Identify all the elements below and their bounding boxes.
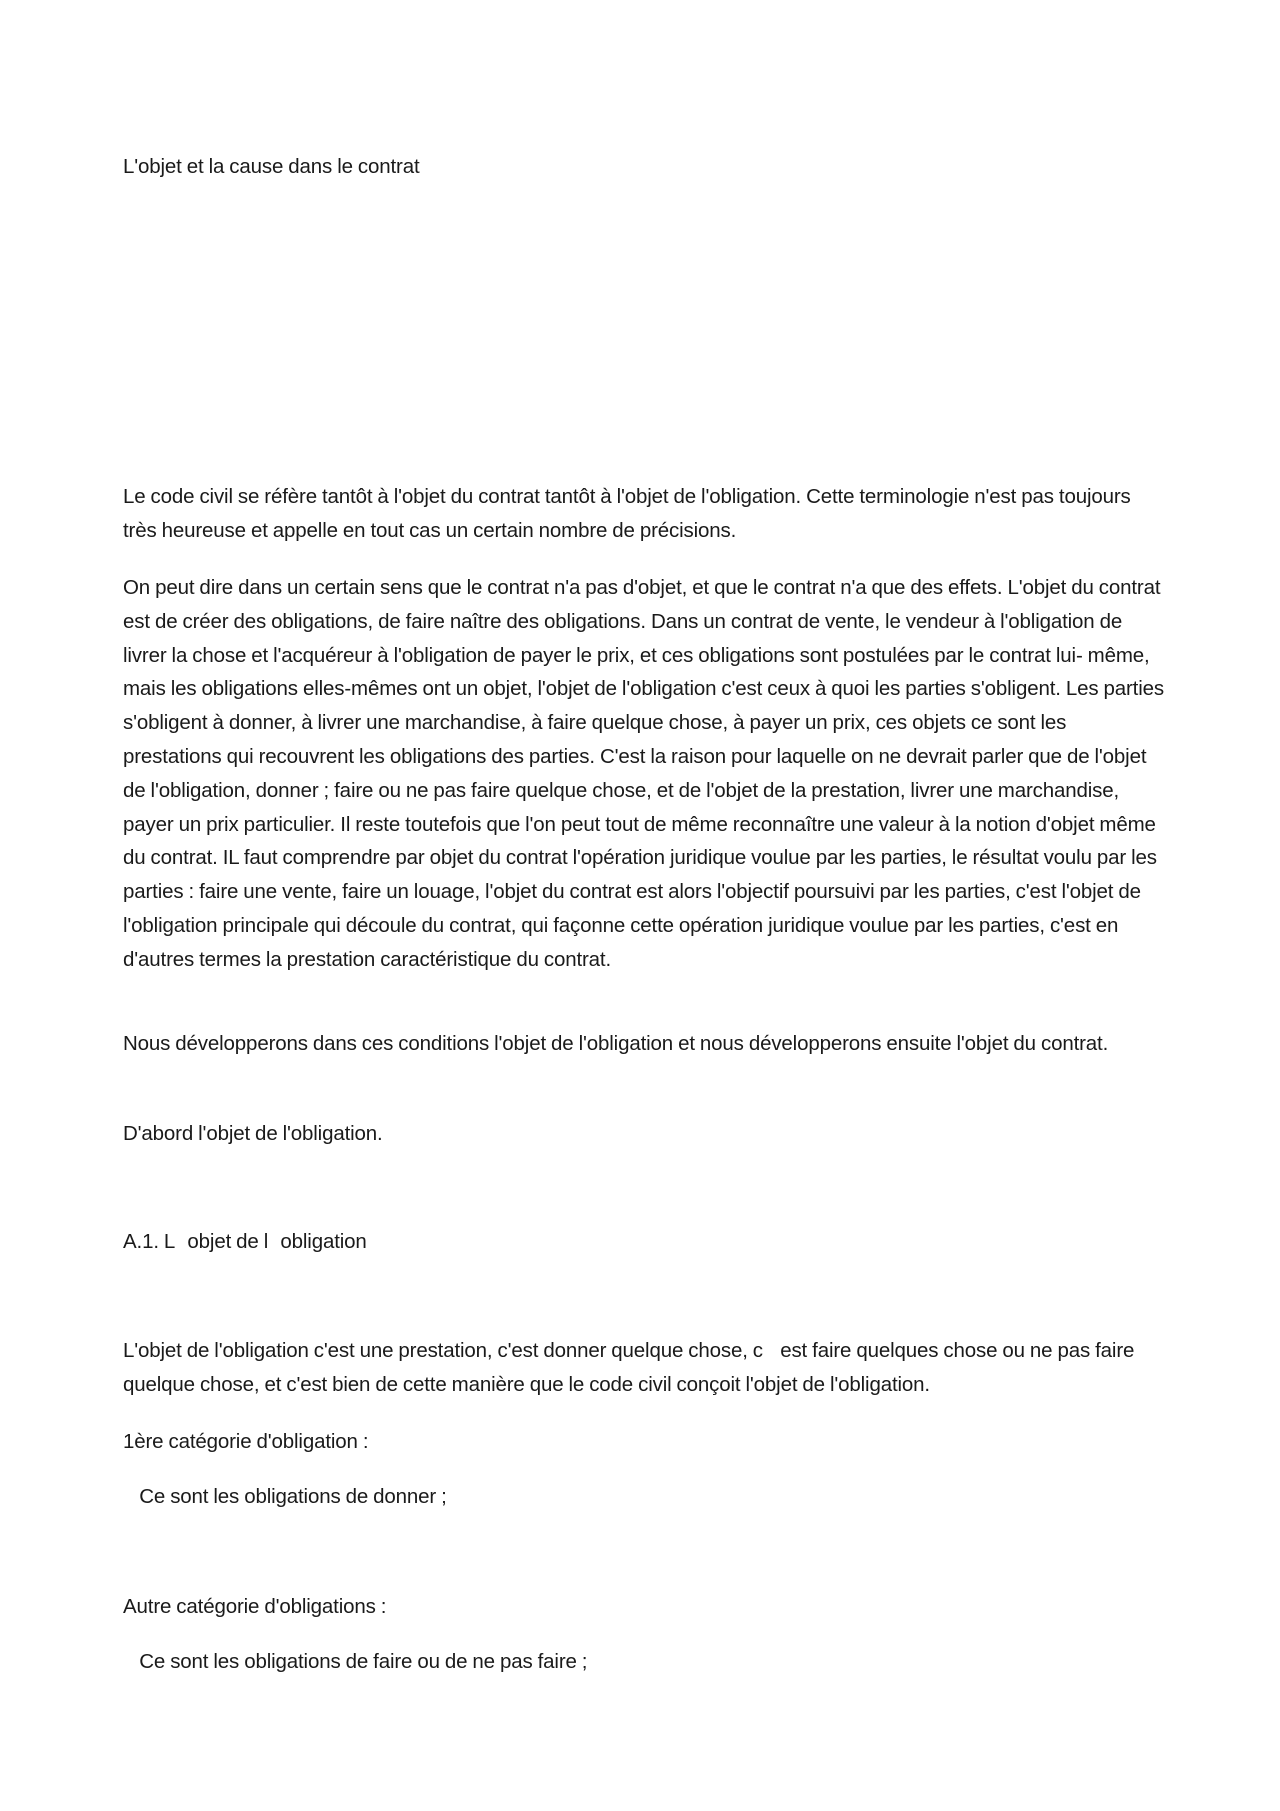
paragraph-plan: Nous développerons dans ces conditions l'objet de l'obligation et nous développerons ensuite l'objet du contrat. <box>123 1032 1109 1055</box>
section-heading: A.1. Lobjet de lobligation <box>123 1230 367 1253</box>
category-first-label: 1ère catégorie d'obligation : <box>123 1430 369 1453</box>
paragraph-object-explanation: On peut dire dans un certain sens que le contrat n'a pas d'objet, et que le contrat n'a que des effets. L'objet du contrat est de créer des obligations, de faire naître des obligations. Dans un contrat de vente, le vendeur à l'obligation de livrer la chose et l'acquéreur à l'obligation de payer le prix, et ces obligations sont postulées par le contrat lui- même, mais les obligations elles-mêmes ont un objet, l'objet de l'obligation c'est ceux à quoi les parties s'obligent. Les parties s'obligent à donner, à livrer une marchandise, à faire quelque chose, à payer un prix, ces objets ce sont les prestations qui recouvrent les obligations des parties. C'est la raison pour laquelle on ne devrait parler que de l'objet de l'obligation, donner ; faire ou ne pas faire quelque chose, et de l'objet de la prestation, livrer une marchandise, payer un prix particulier. Il reste toutefois que l'on peut tout de même reconnaître une valeur à la notion d'objet même du contrat. IL faut comprendre par objet du contrat l'opération juridique voulue par les parties, le résultat voulu par les parties : faire une vente, faire un louage, l'objet du contrat est alors l'objectif poursuivi par les parties, c'est l'objet de l'obligation principale qui découle du contrat, qui façonne cette opération juridique voulue par les parties, c'est en d'autres termes la prestation caractéristique du contrat. <box>123 576 1164 971</box>
paragraph-first-part: D'abord l'objet de l'obligation. <box>123 1122 383 1145</box>
category-other-item: Ce sont les obligations de faire ou de ne pas faire ; <box>123 1650 588 1673</box>
category-first-item: Ce sont les obligations de donner ; <box>123 1485 447 1508</box>
paragraph-prestation: L'objet de l'obligation c'est une prestation, c'est donner quelque chose, c est faire quelques chose ou ne pas faire quelque chose, et c'est bien de cette manière que le code civil conçoit l'objet de l'obligation. <box>123 1339 1135 1396</box>
category-other-label: Autre catégorie d'obligations : <box>123 1595 387 1618</box>
document-title: L'objet et la cause dans le contrat <box>123 155 420 178</box>
paragraph-intro: Le code civil se réfère tantôt à l'objet du contrat tantôt à l'objet de l'obligation. Cette terminologie n'est pas toujours très heureuse et appelle en tout cas un certain nombre de précisions. <box>123 485 1131 542</box>
